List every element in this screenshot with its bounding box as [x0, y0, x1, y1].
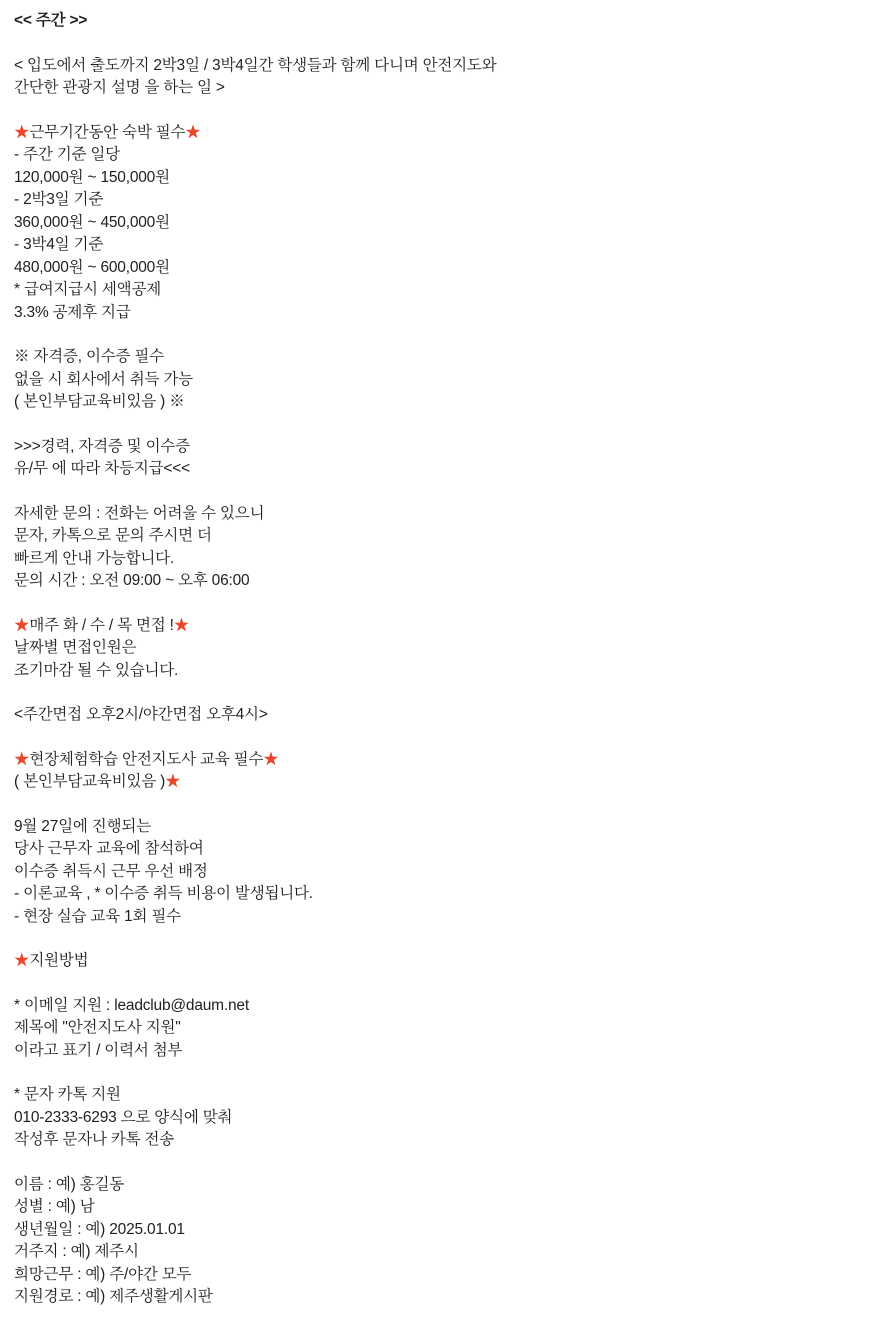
text-line: 날짜별 면접인원은 [14, 639, 137, 656]
paragraph-inquiry [14, 503, 865, 593]
text-line: 생년월일 : 예) 2025.01.01 [14, 1220, 185, 1238]
text-line: 이름 : 예) 홍길동 [14, 1175, 125, 1193]
star-icon: ★ [14, 952, 30, 969]
text-line: 빠르게 안내 가능합니다. [14, 549, 175, 567]
text-line: 문의 시간 : 오전 09:00 ~ 오후 06:00 [14, 572, 250, 589]
text-line: - 현장 실습 교육 1회 필수 [14, 907, 181, 925]
text-line: 9월 27일에 진행되는 [14, 817, 151, 835]
paragraph-interview-days [14, 615, 865, 683]
text-line: 지원경로 : 예) 제주생활게시판 [14, 1288, 213, 1305]
paragraph-certificate-required [14, 346, 865, 414]
paragraph-apply-message [14, 1084, 865, 1152]
text-line: 조기마감 될 수 있습니다. [14, 661, 179, 679]
star-icon: ★ [185, 123, 201, 141]
text-line: 120,000원 ~ 150,000원 [14, 168, 170, 186]
text-line: 작성후 문자나 카톡 전송 [14, 1131, 175, 1148]
text-line: 간단한 관광지 설명 을 하는 일 > [14, 79, 225, 96]
paragraph-heading [14, 10, 865, 33]
paragraph-safety-education [14, 749, 865, 794]
text-line: 이수증 취득시 근무 우선 배정 [14, 862, 208, 880]
text-line: <주간면접 오후2시/야간면접 오후4시> [14, 706, 268, 723]
text-line: 성별 : 예) 남 [14, 1198, 95, 1215]
text-line: 3.3% 공제후 지급 [14, 303, 131, 321]
paragraph-apply-heading [14, 950, 865, 973]
text-line: 010-2333-6293 으로 양식에 맞춰 [14, 1108, 233, 1126]
text-line: 유/무 에 따라 차등지급<<< [14, 460, 190, 477]
text-line: >>>경력, 자격증 및 이수증 [14, 437, 190, 455]
text-line: - 주간 기준 일당 [14, 146, 120, 163]
text-line: ★현장체험학습 안전지도사 교육 필수★ [14, 750, 279, 768]
text-line: - 3박4일 기준 [14, 236, 104, 253]
paragraph-apply-email [14, 995, 865, 1063]
star-icon: ★ [173, 616, 190, 634]
text-line: 당사 근무자 교육에 참석하여 [14, 840, 204, 857]
text-line: ( 본인부담교육비있음 )★ [14, 773, 181, 790]
text-line: 제목에 "안전지도사 지원" [14, 1019, 181, 1036]
text-line: << 주간 >> [14, 12, 88, 29]
star-icon: ★ [14, 616, 30, 634]
star-icon: ★ [165, 773, 181, 790]
text-line: 자세한 문의 : 전화는 어려울 수 있으니 [14, 504, 265, 522]
paragraph-pay-info [14, 122, 865, 325]
paragraph-job-summary [14, 55, 865, 100]
paragraph-education-detail [14, 816, 865, 929]
paragraph-apply-form [14, 1174, 865, 1309]
paragraph-experience-pay [14, 436, 865, 481]
text-line: ※ 자격증, 이수증 필수 [14, 348, 164, 365]
text-line: ★지원방법 [14, 952, 89, 969]
text-line: * 문자 카톡 지원 [14, 1086, 121, 1103]
paragraph-interview-times [14, 704, 865, 727]
text-line: - 이론교육 , * 이수증 취득 비용이 발생됩니다. [14, 885, 313, 902]
text-line: ( 본인부담교육비있음 ) ※ [14, 393, 185, 410]
text-line: 360,000원 ~ 450,000원 [14, 213, 170, 231]
text-line: * 급여지급시 세액공제 [14, 281, 162, 298]
star-icon: ★ [14, 750, 30, 768]
star-icon: ★ [263, 750, 279, 768]
text-line: 희망근무 : 예) 주/야간 모두 [14, 1265, 192, 1283]
text-line: ★매주 화 / 수 / 목 면접 !★ [14, 616, 190, 634]
text-line: 480,000원 ~ 600,000원 [14, 258, 170, 276]
star-icon: ★ [14, 123, 30, 141]
text-line: 이라고 표기 / 이력서 첨부 [14, 1041, 183, 1059]
text-line: 없을 시 회사에서 취득 가능 [14, 370, 193, 388]
text-line: * 이메일 지원 : leadclub@daum.net [14, 996, 249, 1014]
text-line: < 입도에서 출도까지 2박3일 / 3박4일간 학생들과 함께 다니며 안전지도와 [14, 56, 497, 74]
text-line: ★근무기간동안 숙박 필수★ [14, 123, 201, 141]
text-line: 문자, 카톡으로 문의 주시면 더 [14, 527, 212, 544]
document-content [14, 10, 865, 1309]
text-line: - 2박3일 기준 [14, 191, 104, 208]
text-line: 거주지 : 예) 제주시 [14, 1243, 139, 1260]
